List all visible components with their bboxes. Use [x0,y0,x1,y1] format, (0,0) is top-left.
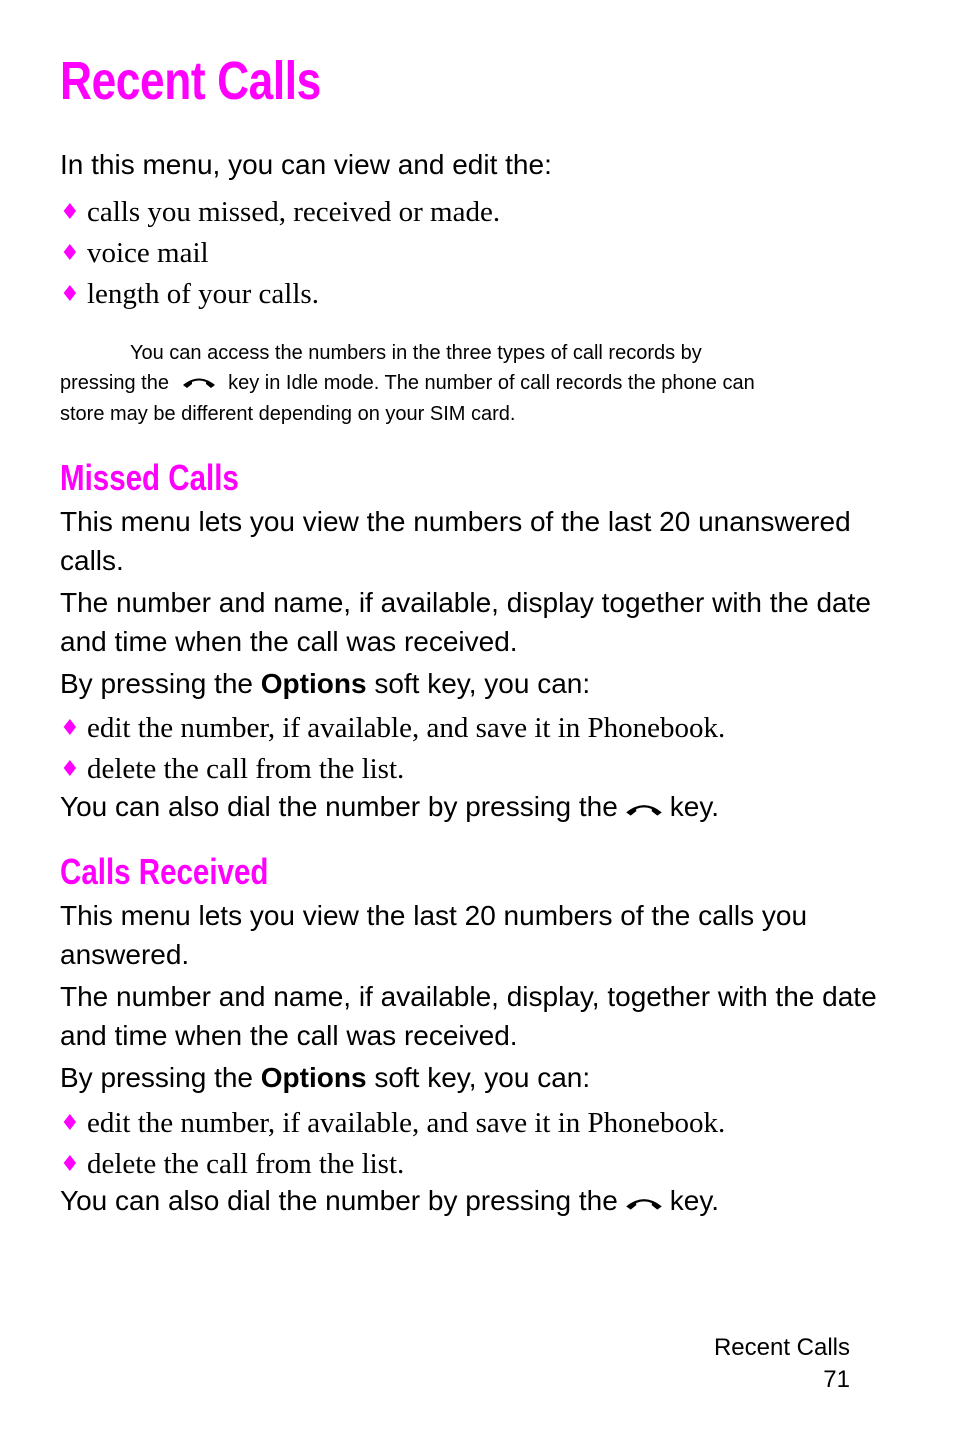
list-item: ♦ calls you missed, received or made. [60,192,500,233]
list-item: ♦ delete the call from the list. [60,749,725,790]
page-footer [714,1332,850,1396]
intro-text: In this menu, you can view and edit the: [60,149,552,180]
page-number: 71 [823,1366,850,1393]
note-block [60,338,890,429]
options-softkey-label: Options [260,1062,367,1093]
note-line: You can access the numbers in the three types of call records by [130,342,702,364]
missed-options-text: By pressing the Options soft key, you can: [60,668,591,699]
phone-send-key-icon [624,1183,664,1222]
list-item: ♦ edit the number, if available, and save it in Phonebook. [60,1103,725,1144]
missed-options-list [60,708,725,790]
section-heading-missed-calls: Missed Calls [60,457,239,498]
section-heading-calls-received: Calls Received [60,851,269,892]
received-options-list [60,1103,725,1185]
diamond-bullet-icon: ♦ [60,1111,80,1136]
received-dial-text: You can also dial the number by pressing the key. [60,1181,890,1222]
list-item: ♦ voice mail [60,233,500,274]
missed-description: This menu lets you view the numbers of the last 20 unanswered calls. [60,506,851,576]
missed-detail: The number and name, if available, display together with the date and time when the call was received. [60,587,871,657]
intro-bullet-list [60,192,500,315]
footer-section-title: Recent Calls [713,1334,850,1361]
diamond-bullet-icon: ♦ [60,241,80,266]
diamond-bullet-icon: ♦ [60,757,80,782]
diamond-bullet-icon: ♦ [60,282,80,307]
page-title: Recent Calls [60,51,321,111]
received-options-text: By pressing the Options soft key, you can: [60,1062,591,1093]
diamond-bullet-icon: ♦ [60,716,80,741]
list-item: ♦ length of your calls. [60,274,500,315]
diamond-bullet-icon: ♦ [60,1152,80,1177]
received-detail: The number and name, if available, display, together with the date and time when the call was received. [60,981,877,1051]
list-item: ♦ delete the call from the list. [60,1144,725,1185]
options-softkey-label: Options [260,668,367,699]
phone-send-key-icon [624,789,664,828]
missed-dial-text: You can also dial the number by pressing the key. [60,787,890,828]
phone-send-key-icon [181,369,217,399]
diamond-bullet-icon: ♦ [60,200,80,225]
note-line: pressing the key in Idle mode. The number of call records the phone can [60,368,890,399]
note-line: store may be different depending on your SIM card. [60,402,516,425]
list-item: ♦ edit the number, if available, and save it in Phonebook. [60,708,725,749]
received-description: This menu lets you view the last 20 numbers of the calls you answered. [60,900,808,970]
